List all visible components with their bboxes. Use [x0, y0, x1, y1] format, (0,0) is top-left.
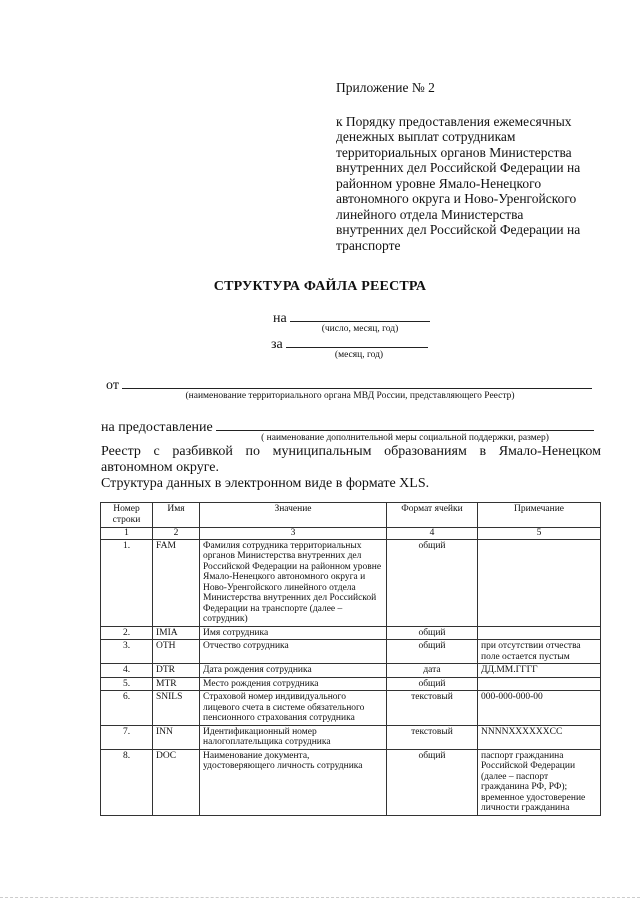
- value-cell: Имя сотрудника: [200, 626, 387, 640]
- document-title: СТРУКТУРА ФАЙЛА РЕЕСТРА: [213, 279, 427, 294]
- value-cell: Дата рождения сотрудника: [200, 664, 387, 678]
- table-row: [101, 539, 601, 626]
- index-cell: 4: [387, 528, 478, 540]
- value-cell: Наименование документа, удостоверяющего личность сотрудника: [200, 749, 387, 815]
- format-cell: текстовый: [387, 725, 478, 749]
- index-cell: 2: [153, 528, 200, 540]
- za-label: за: [271, 337, 283, 352]
- from-caption: (наименование территориального органа МВД России, представляющего Реестр): [185, 391, 515, 401]
- provision-label: на предоставление: [101, 420, 213, 435]
- field-name-cell: INN: [153, 725, 200, 749]
- format-cell: общий: [387, 626, 478, 640]
- appendix-text-line: к Порядку предоставления ежемесячных: [336, 113, 572, 129]
- header-name: Имя: [153, 503, 200, 528]
- index-cell: 5: [478, 528, 601, 540]
- value-cell: Отчество сотрудника: [200, 640, 387, 664]
- appendix-block: [336, 80, 606, 253]
- format-cell: общий: [387, 749, 478, 815]
- date-blank-line: [290, 309, 430, 322]
- header-row-number: Номер строки: [101, 503, 153, 528]
- note-cell: паспорт гражданина Российской Федерации (далее – паспорт гражданина РФ, РФ); временное удостоверение личности гражданина: [478, 749, 601, 815]
- row-number-cell: 4.: [101, 664, 153, 678]
- header-cell-format: Формат ячейки: [387, 503, 478, 528]
- value-cell: Место рождения сотрудника: [200, 677, 387, 691]
- page-bottom-edge: [0, 897, 640, 899]
- registry-structure-table: [100, 502, 601, 816]
- field-name-cell: DTR: [153, 664, 200, 678]
- header-note: Примечание: [478, 503, 601, 528]
- appendix-text-line: транспорте: [336, 237, 401, 253]
- format-cell: дата: [387, 664, 478, 678]
- note-cell: [478, 539, 601, 626]
- table-row: [101, 725, 601, 749]
- format-cell: общий: [387, 640, 478, 664]
- index-cell: 3: [200, 528, 387, 540]
- table-header-row: [101, 503, 601, 528]
- table-row: [101, 626, 601, 640]
- row-number-cell: 8.: [101, 749, 153, 815]
- note-cell: при отсутствии отчества поле остается пустым: [478, 640, 601, 664]
- note-cell: [478, 677, 601, 691]
- table-row: [101, 749, 601, 815]
- table-row: [101, 691, 601, 726]
- period-blank-line: [286, 335, 428, 348]
- value-cell: Фамилия сотрудника территориальных органов Министерства внутренних дел Российской Федерации на районном уровне Ямало-Ненецкого автономного округа и Ново-Уренгойского линейного отдела Министерства внутренних дел Российской Федерации на транспорте (далее – сотрудник): [200, 539, 387, 626]
- from-blank-line: [122, 376, 592, 389]
- field-name-cell: MTR: [153, 677, 200, 691]
- row-number-cell: 3.: [101, 640, 153, 664]
- field-name-cell: FAM: [153, 539, 200, 626]
- appendix-text-line: автономного округа и Ново-Уренгойского: [336, 191, 577, 206]
- appendix-text-line: линейного отдела Министерства: [336, 206, 524, 222]
- row-number-cell: 6.: [101, 691, 153, 726]
- field-name-cell: SNILS: [153, 691, 200, 726]
- field-name-cell: OTH: [153, 640, 200, 664]
- table-index-row: [101, 528, 601, 540]
- row-number-cell: 5.: [101, 677, 153, 691]
- structure-paragraph: Структура данных в электронном виде в формате XLS.: [101, 476, 430, 491]
- appendix-text-line: внутренних дел Российской Федерации на: [336, 160, 581, 175]
- registry-paragraph: Реестр с разбивкой по муниципальным образованиям в Ямало-Ненецком автономном округе.: [101, 444, 601, 475]
- format-cell: общий: [387, 539, 478, 626]
- row-number-cell: 7.: [101, 725, 153, 749]
- appendix-text: [336, 114, 606, 254]
- appendix-number: Приложение № 2: [336, 80, 435, 95]
- date-caption: (число, месяц, год): [321, 324, 399, 334]
- field-name-cell: IMIA: [153, 626, 200, 640]
- format-cell: текстовый: [387, 691, 478, 726]
- index-cell: 1: [101, 528, 153, 540]
- appendix-text-line: территориальных органов Министерства: [336, 144, 572, 160]
- appendix-text-line: денежных выплат сотрудникам: [336, 129, 516, 144]
- header-value: Значение: [200, 503, 387, 528]
- appendix-text-line: районном уровне Ямало-Ненецкого: [336, 175, 542, 191]
- appendix-text-line: внутренних дел Российской Федерации на: [336, 222, 581, 237]
- note-cell: [478, 626, 601, 640]
- row-number-cell: 1.: [101, 539, 153, 626]
- value-cell: Страховой номер индивидуального лицевого счета в системе обязательного пенсионного страхования сотрудника: [200, 691, 387, 726]
- period-caption: (месяц, год): [334, 350, 384, 360]
- note-cell: 000-000-000-00: [478, 691, 601, 726]
- table-body: [101, 539, 601, 815]
- note-cell: ДД.ММ.ГГГГ: [478, 664, 601, 678]
- note-cell: NNNNXXXXXXCC: [478, 725, 601, 749]
- table-row: [101, 664, 601, 678]
- table-row: [101, 640, 601, 664]
- row-number-cell: 2.: [101, 626, 153, 640]
- provision-blank-line: [216, 418, 594, 431]
- provision-caption: ( наименование дополнительной меры социальной поддержки, размер): [261, 433, 549, 443]
- table-row: [101, 677, 601, 691]
- field-name-cell: DOC: [153, 749, 200, 815]
- ot-label: от: [106, 378, 119, 393]
- na-label: на: [273, 311, 287, 326]
- format-cell: общий: [387, 677, 478, 691]
- value-cell: Идентификационный номер налогоплательщика сотрудника: [200, 725, 387, 749]
